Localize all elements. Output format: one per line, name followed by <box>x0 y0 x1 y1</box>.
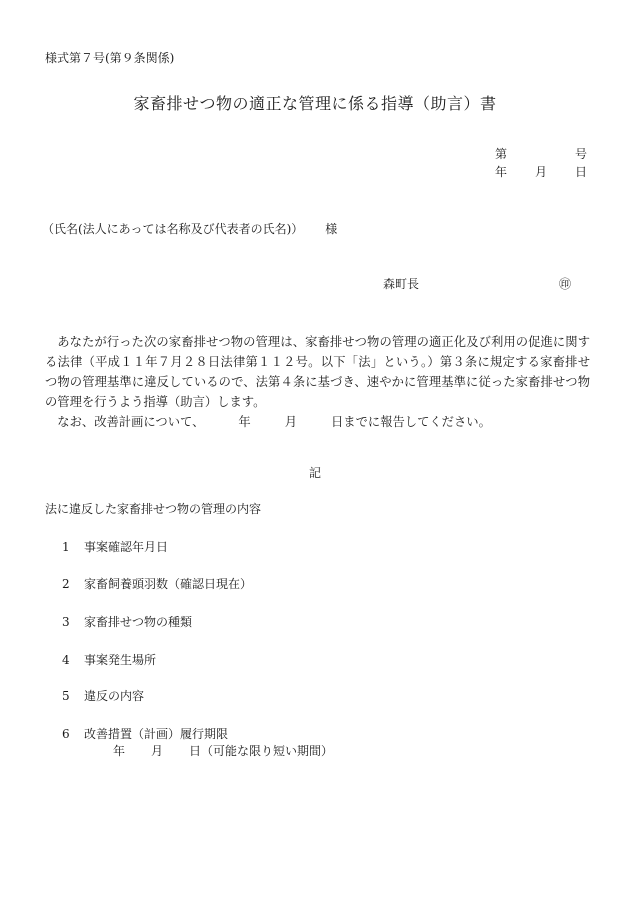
item-number: 1 <box>62 540 70 554</box>
list-item <box>62 654 156 666</box>
item-label: 事案確認年月日 <box>84 540 169 554</box>
ki-heading: 記 <box>308 466 321 480</box>
deadline-month: 月 <box>151 744 164 758</box>
addressee-name: （氏名(法人にあっては名称及び代表者の氏名)） <box>42 222 304 236</box>
item-number: 4 <box>62 653 70 667</box>
paragraph2-start: なお、改善計画について、 <box>57 415 205 429</box>
item-label: 家畜排せつ物の種類 <box>84 615 193 629</box>
date-day: 日 <box>574 165 587 179</box>
document-date-line <box>495 166 587 178</box>
document-number-line <box>495 148 587 160</box>
body-paragraph-1: あなたが行った次の家畜排せつ物の管理は、家畜排せつ物の管理の適正化及び利用の促進に関する法律（平成１１年７月２８日法律第１１２号。以下「法」という。）第３条に規定する家畜排せつ物の管理基準に違反しているので、法第４条に基づき、速やかに管理基準に従った家畜排せつ物の管理を行うよう指導（助言）します。 <box>45 335 590 409</box>
form-number: 様式第７号(第９条関係) <box>45 51 175 65</box>
seal-mark: ㊞ <box>559 277 572 291</box>
item-number: 3 <box>62 615 70 629</box>
deadline-note: （可能な限り短い期間） <box>201 744 334 758</box>
date-year: 年 <box>495 165 508 179</box>
body-paragraph-2 <box>45 412 590 432</box>
addressee <box>42 223 337 235</box>
paragraph2-end: 日までに報告してください。 <box>331 415 491 429</box>
section-heading: 法に違反した家畜排せつ物の管理の内容 <box>45 502 262 516</box>
item-label: 改善措置（計画）履行期限 <box>84 727 229 741</box>
item-number: 6 <box>62 727 70 741</box>
deadline-date-line <box>113 745 333 757</box>
deadline-year: 年 <box>113 744 126 758</box>
sender-name: 森町長 <box>383 277 420 291</box>
list-item <box>62 690 144 702</box>
document-title: 家畜排せつ物の適正な管理に係る指導（助言）書 <box>133 94 497 113</box>
body-text <box>45 332 590 432</box>
addressee-honorific: 様 <box>325 222 338 236</box>
deadline-day: 日 <box>189 744 202 758</box>
list-item <box>62 578 252 590</box>
item-label: 事案発生場所 <box>84 653 157 667</box>
report-year: 年 <box>238 415 251 429</box>
list-item <box>62 728 228 740</box>
list-item <box>62 541 168 553</box>
item-label: 家畜飼養頭羽数（確認日現在） <box>84 577 253 591</box>
date-month: 月 <box>534 165 547 179</box>
report-month: 月 <box>284 415 297 429</box>
item-number: 2 <box>62 577 70 591</box>
item-label: 違反の内容 <box>84 689 145 703</box>
item-number: 5 <box>62 689 70 703</box>
number-suffix: 号 <box>574 147 587 161</box>
number-prefix: 第 <box>495 147 508 161</box>
list-item <box>62 616 192 628</box>
